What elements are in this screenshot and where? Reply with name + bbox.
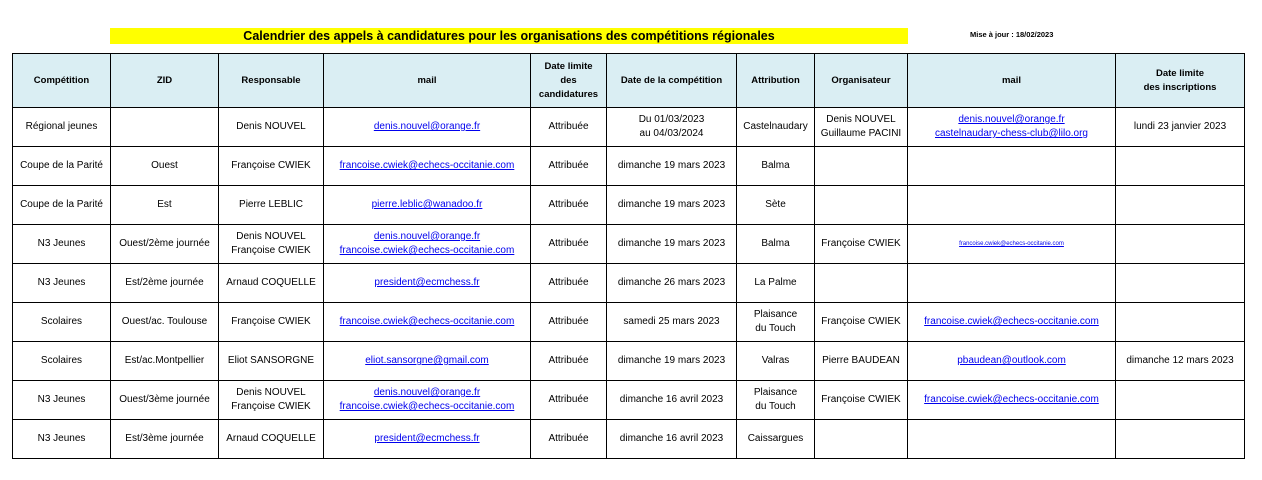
cell-mail-organisateur xyxy=(908,147,1116,186)
date-line: dimanche 16 avril 2023 xyxy=(619,433,724,444)
cell-deadline-candidatures: Attribuée xyxy=(531,225,607,264)
responsable-name: Françoise CWIEK xyxy=(231,401,311,412)
header-attribution: Attribution xyxy=(737,54,815,108)
cell-responsable xyxy=(219,342,324,381)
cell-organisateur xyxy=(815,147,908,186)
responsable-name: Françoise CWIEK xyxy=(231,245,311,256)
cell-attribution xyxy=(737,264,815,303)
cell-deadline-inscriptions xyxy=(1116,186,1245,225)
cell-deadline-inscriptions: dimanche 12 mars 2023 xyxy=(1116,342,1245,381)
responsable-name: Arnaud COQUELLE xyxy=(226,277,316,288)
cell-attribution xyxy=(737,381,815,420)
cell-mail-organisateur xyxy=(908,342,1116,381)
date-line: au 04/03/2024 xyxy=(639,128,704,139)
cell-responsable xyxy=(219,147,324,186)
cell-mail xyxy=(324,186,531,225)
header-deadline-line: des xyxy=(560,74,577,86)
cell-zid xyxy=(111,108,219,147)
header-organisateur: Organisateur xyxy=(815,54,908,108)
cell-mail xyxy=(324,420,531,459)
date-line: Du 01/03/2023 xyxy=(638,114,705,125)
email-link[interactable]: francoise.cwiek@echecs-occitanie.com xyxy=(339,160,515,171)
cell-mail xyxy=(324,108,531,147)
responsable-name: Eliot SANSORGNE xyxy=(227,355,315,366)
cell-deadline-candidatures: Attribuée xyxy=(531,381,607,420)
cell-competition: N3 Jeunes xyxy=(13,225,111,264)
cell-deadline-candidatures: Attribuée xyxy=(531,303,607,342)
cell-zid: Est/3ème journée xyxy=(111,420,219,459)
email-link[interactable]: eliot.sansorgne@gmail.com xyxy=(365,355,489,366)
cell-deadline-candidatures: Attribuée xyxy=(531,342,607,381)
sheet-title: Calendrier des appels à candidatures pour les organisations des compétitions régionales xyxy=(110,28,908,44)
cell-organisateur xyxy=(815,342,908,381)
table-row xyxy=(13,186,1245,225)
cell-responsable xyxy=(219,381,324,420)
cell-mail-organisateur xyxy=(908,303,1116,342)
cell-mail xyxy=(324,147,531,186)
table-row xyxy=(13,342,1245,381)
cell-date-competition xyxy=(607,303,737,342)
table-row xyxy=(13,381,1245,420)
attribution-line: Valras xyxy=(761,355,790,366)
cell-responsable xyxy=(219,303,324,342)
attribution-line: du Touch xyxy=(755,401,796,412)
attribution-line: Balma xyxy=(761,160,790,171)
table-row xyxy=(13,147,1245,186)
cell-attribution xyxy=(737,303,815,342)
organisateur-name: Françoise CWIEK xyxy=(821,394,901,405)
cell-mail xyxy=(324,264,531,303)
email-link[interactable]: president@ecmchess.fr xyxy=(374,433,480,444)
cell-zid: Ouest/ac. Toulouse xyxy=(111,303,219,342)
responsable-name: Arnaud COQUELLE xyxy=(226,433,316,444)
cell-attribution xyxy=(737,108,815,147)
header-deadline-inscriptions xyxy=(1116,54,1245,108)
competitions-table xyxy=(12,53,1245,459)
cell-organisateur xyxy=(815,420,908,459)
cell-mail-organisateur xyxy=(908,381,1116,420)
cell-attribution xyxy=(737,147,815,186)
email-link[interactable]: denis.nouvel@orange.fr xyxy=(958,114,1065,125)
organisateur-name: Françoise CWIEK xyxy=(821,238,901,249)
table-row xyxy=(13,108,1245,147)
cell-mail xyxy=(324,381,531,420)
responsable-name: Denis NOUVEL xyxy=(236,231,306,242)
cell-date-competition xyxy=(607,108,737,147)
date-line: dimanche 16 avril 2023 xyxy=(619,394,724,405)
attribution-line: La Palme xyxy=(754,277,797,288)
cell-organisateur xyxy=(815,225,908,264)
cell-deadline-candidatures: Attribuée xyxy=(531,264,607,303)
attribution-line: Castelnaudary xyxy=(743,121,808,132)
email-link[interactable]: pierre.leblic@wanadoo.fr xyxy=(371,199,483,210)
header-inscriptions-line: des inscriptions xyxy=(1143,81,1217,93)
cell-deadline-candidatures: Attribuée xyxy=(531,147,607,186)
header-responsable: Responsable xyxy=(219,54,324,108)
responsable-name: Françoise CWIEK xyxy=(231,160,311,171)
attribution-line: Plaisance xyxy=(753,309,798,320)
cell-deadline-inscriptions: lundi 23 janvier 2023 xyxy=(1116,108,1245,147)
cell-deadline-inscriptions xyxy=(1116,381,1245,420)
email-link[interactable]: francoise.cwiek@echecs-occitanie.com xyxy=(924,316,1099,327)
update-date: Mise à jour : 18/02/2023 xyxy=(970,30,1054,39)
cell-competition: Scolaires xyxy=(13,303,111,342)
cell-competition: Coupe de la Parité xyxy=(13,186,111,225)
organisateur-name: Françoise CWIEK xyxy=(821,316,901,327)
attribution-line: Caissargues xyxy=(747,433,804,444)
cell-mail-organisateur xyxy=(908,186,1116,225)
cell-responsable xyxy=(219,264,324,303)
email-link[interactable]: denis.nouvel@orange.fr xyxy=(373,387,481,398)
date-line: dimanche 26 mars 2023 xyxy=(617,277,726,288)
cell-mail-organisateur xyxy=(908,420,1116,459)
cell-competition: Régional jeunes xyxy=(13,108,111,147)
email-link[interactable]: pbaudean@outlook.com xyxy=(957,355,1066,366)
cell-organisateur xyxy=(815,381,908,420)
responsable-name: Françoise CWIEK xyxy=(231,316,311,327)
cell-zid: Ouest/3ème journée xyxy=(111,381,219,420)
cell-mail-organisateur xyxy=(908,108,1116,147)
cell-date-competition xyxy=(607,420,737,459)
table-row xyxy=(13,303,1245,342)
header-deadline-line: candidatures xyxy=(538,88,599,100)
cell-organisateur xyxy=(815,303,908,342)
attribution-line: Balma xyxy=(761,238,790,249)
cell-deadline-inscriptions xyxy=(1116,264,1245,303)
header-zid: ZID xyxy=(111,54,219,108)
header-deadline-line: Date limite xyxy=(544,60,593,72)
cell-mail-organisateur xyxy=(908,264,1116,303)
date-line: dimanche 19 mars 2023 xyxy=(617,199,726,210)
attribution-line: Sète xyxy=(765,199,786,210)
header-row xyxy=(13,54,1245,108)
email-link[interactable]: denis.nouvel@orange.fr xyxy=(373,231,481,242)
cell-zid: Est/2ème journée xyxy=(111,264,219,303)
cell-competition: Scolaires xyxy=(13,342,111,381)
cell-organisateur xyxy=(815,186,908,225)
attribution-line: Plaisance xyxy=(753,387,798,398)
email-link[interactable]: francoise.cwiek@echecs-occitanie.com xyxy=(339,316,515,327)
cell-mail-organisateur xyxy=(908,225,1116,264)
attribution-line: du Touch xyxy=(755,323,796,334)
cell-zid: Est/ac.Montpellier xyxy=(111,342,219,381)
responsable-name: Denis NOUVEL xyxy=(236,121,306,132)
cell-date-competition xyxy=(607,186,737,225)
date-line: samedi 25 mars 2023 xyxy=(623,316,720,327)
cell-attribution xyxy=(737,225,815,264)
email-link[interactable]: denis.nouvel@orange.fr xyxy=(373,121,481,132)
cell-attribution xyxy=(737,342,815,381)
cell-date-competition xyxy=(607,342,737,381)
cell-date-competition xyxy=(607,225,737,264)
table-row xyxy=(13,225,1245,264)
cell-organisateur xyxy=(815,264,908,303)
cell-responsable xyxy=(219,186,324,225)
cell-competition: Coupe de la Parité xyxy=(13,147,111,186)
cell-date-competition xyxy=(607,381,737,420)
responsable-name: Denis NOUVEL xyxy=(236,387,306,398)
header-deadline-candidatures xyxy=(531,54,607,108)
header-date-competition: Date de la compétition xyxy=(607,54,737,108)
cell-zid: Est xyxy=(111,186,219,225)
cell-competition: N3 Jeunes xyxy=(13,381,111,420)
header-mail: mail xyxy=(324,54,531,108)
email-link[interactable]: francoise.cwiek@echecs-occitanie.com xyxy=(924,394,1099,405)
cell-deadline-candidatures: Attribuée xyxy=(531,186,607,225)
cell-deadline-inscriptions xyxy=(1116,303,1245,342)
cell-responsable xyxy=(219,225,324,264)
cell-deadline-inscriptions xyxy=(1116,420,1245,459)
cell-organisateur xyxy=(815,108,908,147)
date-line: dimanche 19 mars 2023 xyxy=(617,238,726,249)
organisateur-name: Pierre BAUDEAN xyxy=(822,355,900,366)
header-mail-organisateur: mail xyxy=(908,54,1116,108)
cell-responsable xyxy=(219,420,324,459)
cell-zid: Ouest/2ème journée xyxy=(111,225,219,264)
cell-date-competition xyxy=(607,264,737,303)
cell-deadline-candidatures: Attribuée xyxy=(531,108,607,147)
cell-competition: N3 Jeunes xyxy=(13,264,111,303)
cell-deadline-inscriptions xyxy=(1116,225,1245,264)
cell-deadline-inscriptions xyxy=(1116,147,1245,186)
email-link[interactable]: castelnaudary-chess-club@lilo.org xyxy=(935,128,1088,139)
header-inscriptions-line: Date limite xyxy=(1155,67,1205,79)
date-line: dimanche 19 mars 2023 xyxy=(617,160,726,171)
cell-zid: Ouest xyxy=(111,147,219,186)
cell-deadline-candidatures: Attribuée xyxy=(531,420,607,459)
organisateur-name: Guillaume PACINI xyxy=(820,128,902,139)
cell-attribution xyxy=(737,186,815,225)
header-competition: Compétition xyxy=(13,54,111,108)
responsable-name: Pierre LEBLIC xyxy=(239,199,303,210)
email-link[interactable]: francoise.cwiek@echecs-occitanie.com xyxy=(339,245,515,256)
table-row xyxy=(13,264,1245,303)
organisateur-name: Denis NOUVEL xyxy=(826,114,896,125)
table-row xyxy=(13,420,1245,459)
cell-mail xyxy=(324,342,531,381)
cell-attribution xyxy=(737,420,815,459)
email-link[interactable]: francoise.cwiek@echecs-occitanie.com xyxy=(339,401,515,412)
email-link[interactable]: president@ecmchess.fr xyxy=(374,277,480,288)
cell-mail xyxy=(324,225,531,264)
cell-date-competition xyxy=(607,147,737,186)
email-link[interactable]: francoise.cwiek@echecs-occitanie.com xyxy=(959,241,1064,247)
date-line: dimanche 19 mars 2023 xyxy=(617,355,726,366)
cell-responsable xyxy=(219,108,324,147)
cell-mail xyxy=(324,303,531,342)
cell-competition: N3 Jeunes xyxy=(13,420,111,459)
